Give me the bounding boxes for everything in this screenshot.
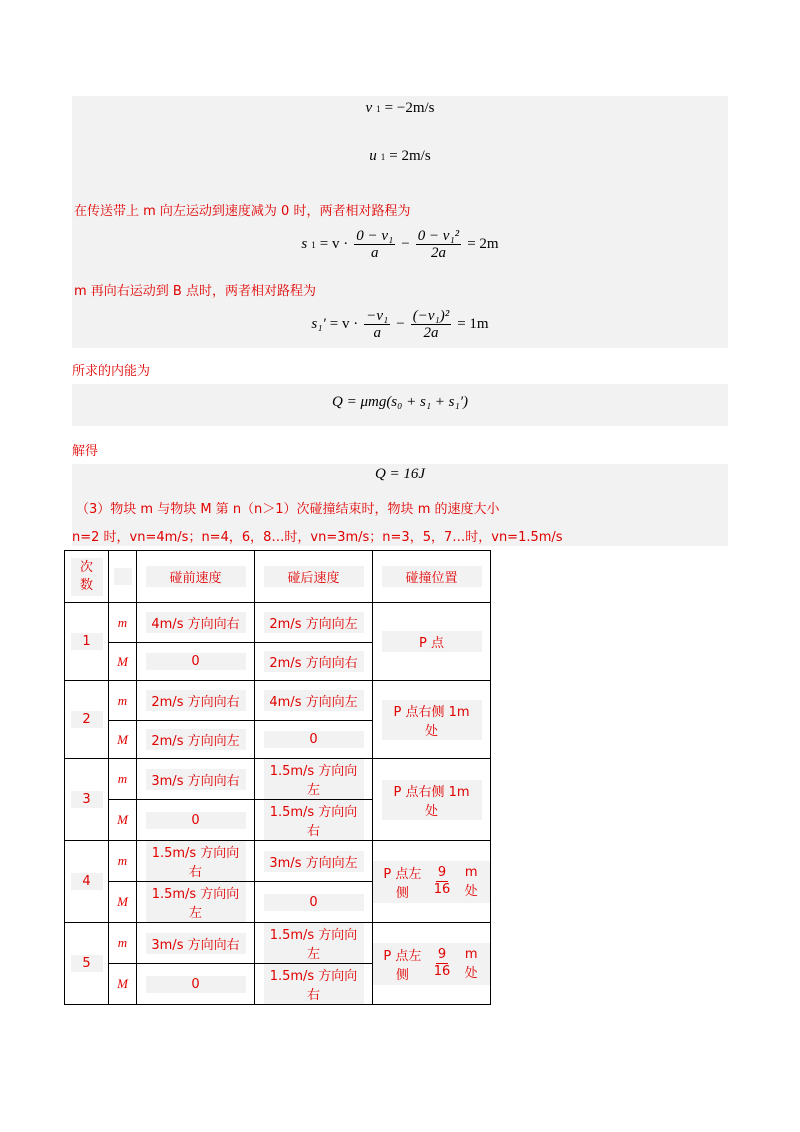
label-m: m bbox=[117, 692, 128, 708]
equation-Q-result: Q = 16J bbox=[374, 466, 426, 482]
cell-text: 1.5m/s 方向向右 bbox=[146, 841, 246, 881]
cell-M-before bbox=[137, 964, 255, 1005]
cell-object-m bbox=[109, 681, 137, 721]
cell-text: 5 bbox=[71, 955, 103, 972]
cell-M-after bbox=[255, 721, 373, 759]
cell-count bbox=[65, 603, 109, 681]
cell-text: 0 bbox=[146, 976, 246, 993]
text-internal-energy: 所求的内能为 bbox=[72, 364, 151, 379]
pos-num: 9 bbox=[437, 947, 447, 962]
pos-post: m 处 bbox=[464, 864, 478, 899]
pos-den: 16 bbox=[433, 964, 451, 979]
cell-text: 1 bbox=[71, 633, 103, 650]
header-count: 次数 bbox=[65, 551, 109, 603]
cell-text: 3m/s 方向向左 bbox=[264, 851, 364, 872]
position-fraction bbox=[373, 861, 490, 903]
cell-position bbox=[373, 759, 491, 841]
cell-position bbox=[373, 841, 491, 923]
cell-text: 4m/s 方向向左 bbox=[264, 690, 364, 711]
equation-s1: s 1 = v · $\frac{\text{0 − v₁}}{a}$ − $\frac{\text{0 − v₁²}}{2a}$ = 2m bbox=[301, 228, 499, 261]
cell-M-before bbox=[137, 721, 255, 759]
label-M: M bbox=[117, 812, 128, 827]
pos-den: 16 bbox=[433, 882, 451, 897]
cell-text: 1.5m/s 方向向左 bbox=[264, 923, 364, 963]
cell-text: 2m/s 方向向右 bbox=[264, 651, 364, 672]
cell-count bbox=[65, 841, 109, 923]
header-before: 碰前速度 bbox=[137, 551, 255, 603]
table-row bbox=[65, 923, 491, 964]
cell-text: 3m/s 方向向右 bbox=[146, 933, 246, 954]
cell-M-before bbox=[137, 800, 255, 841]
cell-M-after bbox=[255, 882, 373, 923]
label-M: M bbox=[117, 894, 128, 909]
cell-M-after bbox=[255, 964, 373, 1005]
cell-m-after bbox=[255, 603, 373, 643]
cell-text: 0 bbox=[264, 894, 364, 911]
label-M: M bbox=[117, 976, 128, 991]
cell-m-after bbox=[255, 759, 373, 800]
pos-pre: P 点左侧 bbox=[383, 866, 422, 901]
cell-text: 2m/s 方向向左 bbox=[264, 612, 364, 633]
equation-v1: v 1 = −2m/s bbox=[365, 100, 435, 116]
cell-count bbox=[65, 759, 109, 841]
cell-text: 2 bbox=[71, 711, 103, 728]
solution-block-3 bbox=[72, 464, 728, 546]
table-row bbox=[65, 841, 491, 882]
cell-position bbox=[373, 603, 491, 681]
label-M: M bbox=[117, 653, 128, 669]
table-row bbox=[65, 759, 491, 800]
solution-block-1 bbox=[72, 96, 728, 348]
cell-position bbox=[373, 681, 491, 759]
cell-M-after bbox=[255, 800, 373, 841]
cell-count bbox=[65, 681, 109, 759]
cell-object-M bbox=[109, 800, 137, 841]
cell-m-before bbox=[137, 681, 255, 721]
cell-M-before bbox=[137, 882, 255, 923]
cell-object-M bbox=[109, 721, 137, 759]
cell-position bbox=[373, 923, 491, 1005]
cell-text: 1.5m/s 方向向右 bbox=[264, 964, 364, 1004]
equation-s1-prime: s₁′ = v · $\frac{\text{−v₁}}{a}$ − $\frac{\text{(−v₁)²}}{2a}$ = 1m bbox=[311, 308, 489, 341]
cell-object-M bbox=[109, 643, 137, 681]
label-m: m bbox=[117, 935, 128, 950]
cell-object-m bbox=[109, 841, 137, 882]
cell-object-m bbox=[109, 759, 137, 800]
position-fraction bbox=[373, 943, 490, 985]
cell-text: 4 bbox=[71, 873, 103, 890]
cell-count bbox=[65, 923, 109, 1005]
cell-text: P 点右侧 1m 处 bbox=[382, 700, 482, 740]
cell-m-before bbox=[137, 923, 255, 964]
cell-text: P 点 bbox=[382, 631, 482, 652]
cell-m-after bbox=[255, 923, 373, 964]
table-row bbox=[65, 681, 491, 721]
cell-object-M bbox=[109, 882, 137, 923]
table-row bbox=[65, 603, 491, 643]
cell-text: 0 bbox=[146, 812, 246, 829]
cell-text: 2m/s 方向向左 bbox=[146, 729, 246, 750]
pos-num: 9 bbox=[437, 865, 447, 880]
text-relative-path-2: m 再向右运动到 B 点时，两者相对路程为 bbox=[74, 284, 316, 299]
header-after: 碰后速度 bbox=[255, 551, 373, 603]
cell-text: 3 bbox=[71, 791, 103, 808]
label-m: m bbox=[117, 853, 128, 868]
label-m: m bbox=[117, 614, 128, 630]
cell-text: 1.5m/s 方向向右 bbox=[264, 800, 364, 840]
text-solve: 解得 bbox=[72, 444, 99, 459]
cell-M-after bbox=[255, 643, 373, 681]
cell-m-after bbox=[255, 841, 373, 882]
label-M: M bbox=[117, 731, 128, 747]
cell-object-M bbox=[109, 964, 137, 1005]
equation-u1: u 1 = 2m/s bbox=[369, 148, 431, 164]
equation-Q: Q = μmg(s₀ + s₁ + s₁′) bbox=[332, 394, 468, 410]
solution-block-2 bbox=[72, 384, 728, 426]
text-relative-path-1: 在传送带上 m 向左运动到速度减为 0 时，两者相对路程为 bbox=[74, 204, 411, 219]
cell-text: 1.5m/s 方向向左 bbox=[146, 882, 246, 922]
pos-pre: P 点左侧 bbox=[383, 948, 422, 983]
collision-table bbox=[64, 550, 491, 1005]
header-position: 碰撞位置 bbox=[373, 551, 491, 603]
cell-text: 4m/s 方向向右 bbox=[146, 612, 246, 633]
cell-object-m bbox=[109, 923, 137, 964]
cell-text: 2m/s 方向向右 bbox=[146, 690, 246, 711]
cell-m-before bbox=[137, 841, 255, 882]
cell-text: 0 bbox=[264, 731, 364, 748]
cell-m-after bbox=[255, 681, 373, 721]
text-part-3: （3）物块 m 与物块 M 第 n（n＞1）次碰撞结束时，物块 m 的速度大小 bbox=[76, 502, 500, 517]
text-vn-values: n=2 时，vn=4m/s；n=4，6，8…时，vn=3m/s；n=3，5，7…时，vn=1.5m/s bbox=[72, 530, 563, 545]
cell-object-m bbox=[109, 603, 137, 643]
cell-M-before bbox=[137, 643, 255, 681]
cell-text: P 点右侧 1m 处 bbox=[382, 780, 482, 820]
cell-m-before bbox=[137, 759, 255, 800]
label-m: m bbox=[117, 771, 128, 786]
cell-m-before bbox=[137, 603, 255, 643]
pos-post: m 处 bbox=[464, 946, 478, 981]
table-header-row bbox=[65, 551, 491, 603]
cell-text: 1.5m/s 方向向左 bbox=[264, 759, 364, 799]
header-object bbox=[109, 551, 137, 603]
cell-text: 3m/s 方向向右 bbox=[146, 769, 246, 790]
cell-text: 0 bbox=[146, 653, 246, 670]
